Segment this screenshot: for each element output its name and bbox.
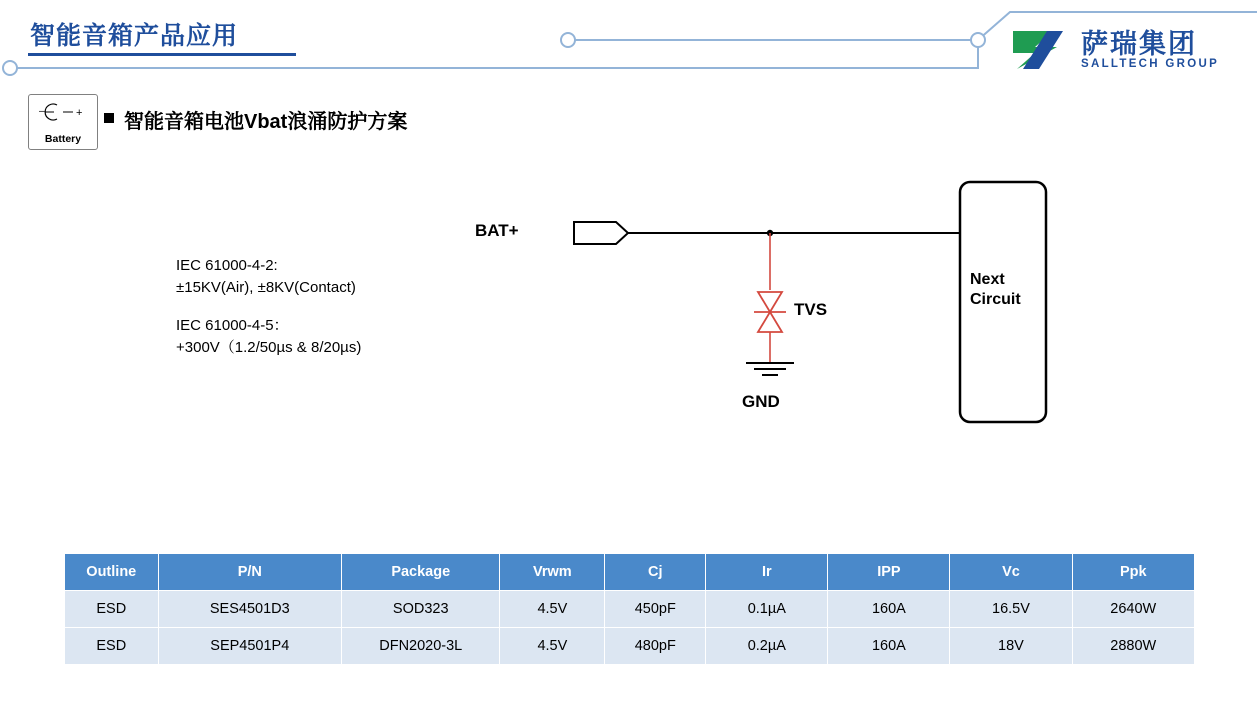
cell-pn: SES4501D3 xyxy=(158,591,341,628)
cell-ipp: 160A xyxy=(828,628,950,665)
cell-vc: 16.5V xyxy=(950,591,1072,628)
spec-line-4: +300V（1.2/50µs & 8/20µs) xyxy=(176,339,362,356)
table-row xyxy=(65,591,1195,628)
battery-icon xyxy=(28,94,98,150)
table-header-row xyxy=(65,554,1195,591)
svg-text:–: – xyxy=(39,106,45,117)
logo-chinese-name: 萨瑞集团 xyxy=(1081,28,1197,59)
cell-vrwm: 4.5V xyxy=(500,591,605,628)
cell-package: DFN2020-3L xyxy=(342,628,500,665)
next-circuit-line-1: Next xyxy=(970,271,1005,288)
page-title: 智能音箱产品应用 xyxy=(30,22,239,50)
next-circuit-line-2: Circuit xyxy=(970,291,1021,308)
circuit-diagram xyxy=(430,170,1110,440)
spec-line-2: ±15KV(Air), ±8KV(Contact) xyxy=(176,279,356,296)
table-header-ppk: Ppk xyxy=(1072,554,1194,591)
table-header-outline: Outline xyxy=(65,554,159,591)
cell-package: SOD323 xyxy=(342,591,500,628)
battery-icon-label: Battery xyxy=(44,133,82,145)
cell-ir: 0.1µA xyxy=(706,591,828,628)
cell-ir: 0.2µA xyxy=(706,628,828,665)
tvs-label: TVS xyxy=(794,300,828,319)
spec-line-1: IEC 61000-4-2: xyxy=(176,257,278,274)
spec-line-3: IEC 61000-4-5： xyxy=(176,317,289,334)
table-row xyxy=(65,628,1195,665)
cell-pn: SEP4501P4 xyxy=(158,628,341,665)
next-circuit-label xyxy=(970,270,1060,310)
gnd-label: GND xyxy=(742,392,780,411)
cell-ppk: 2880W xyxy=(1072,628,1194,665)
cell-vc: 18V xyxy=(950,628,1072,665)
logo-mark-icon xyxy=(1013,29,1073,71)
cell-outline: ESD xyxy=(65,628,159,665)
table-header-pn: P/N xyxy=(158,554,341,591)
svg-text:+: + xyxy=(76,107,83,119)
cell-ppk: 2640W xyxy=(1072,591,1194,628)
table-header-vrwm: Vrwm xyxy=(500,554,605,591)
cell-cj: 480pF xyxy=(605,628,706,665)
section-bullet-icon xyxy=(104,113,114,123)
spec-text-block xyxy=(176,255,361,359)
cell-ipp: 160A xyxy=(828,591,950,628)
part-spec-table xyxy=(64,553,1195,665)
table-header-package: Package xyxy=(342,554,500,591)
company-logo xyxy=(1013,26,1245,74)
bat-plus-label: BAT+ xyxy=(475,221,519,240)
table-header-cj: Cj xyxy=(605,554,706,591)
table-header-vc: Vc xyxy=(950,554,1072,591)
cell-outline: ESD xyxy=(65,591,159,628)
page-header xyxy=(0,0,1257,76)
logo-text xyxy=(1081,30,1219,71)
section-heading: 智能音箱电池Vbat浪涌防护方案 xyxy=(124,111,408,133)
table-header-ipp: IPP xyxy=(828,554,950,591)
logo-english-name: SALLTECH GROUP xyxy=(1081,57,1220,70)
cell-cj: 450pF xyxy=(605,591,706,628)
table-header-ir: Ir xyxy=(706,554,828,591)
cell-vrwm: 4.5V xyxy=(500,628,605,665)
